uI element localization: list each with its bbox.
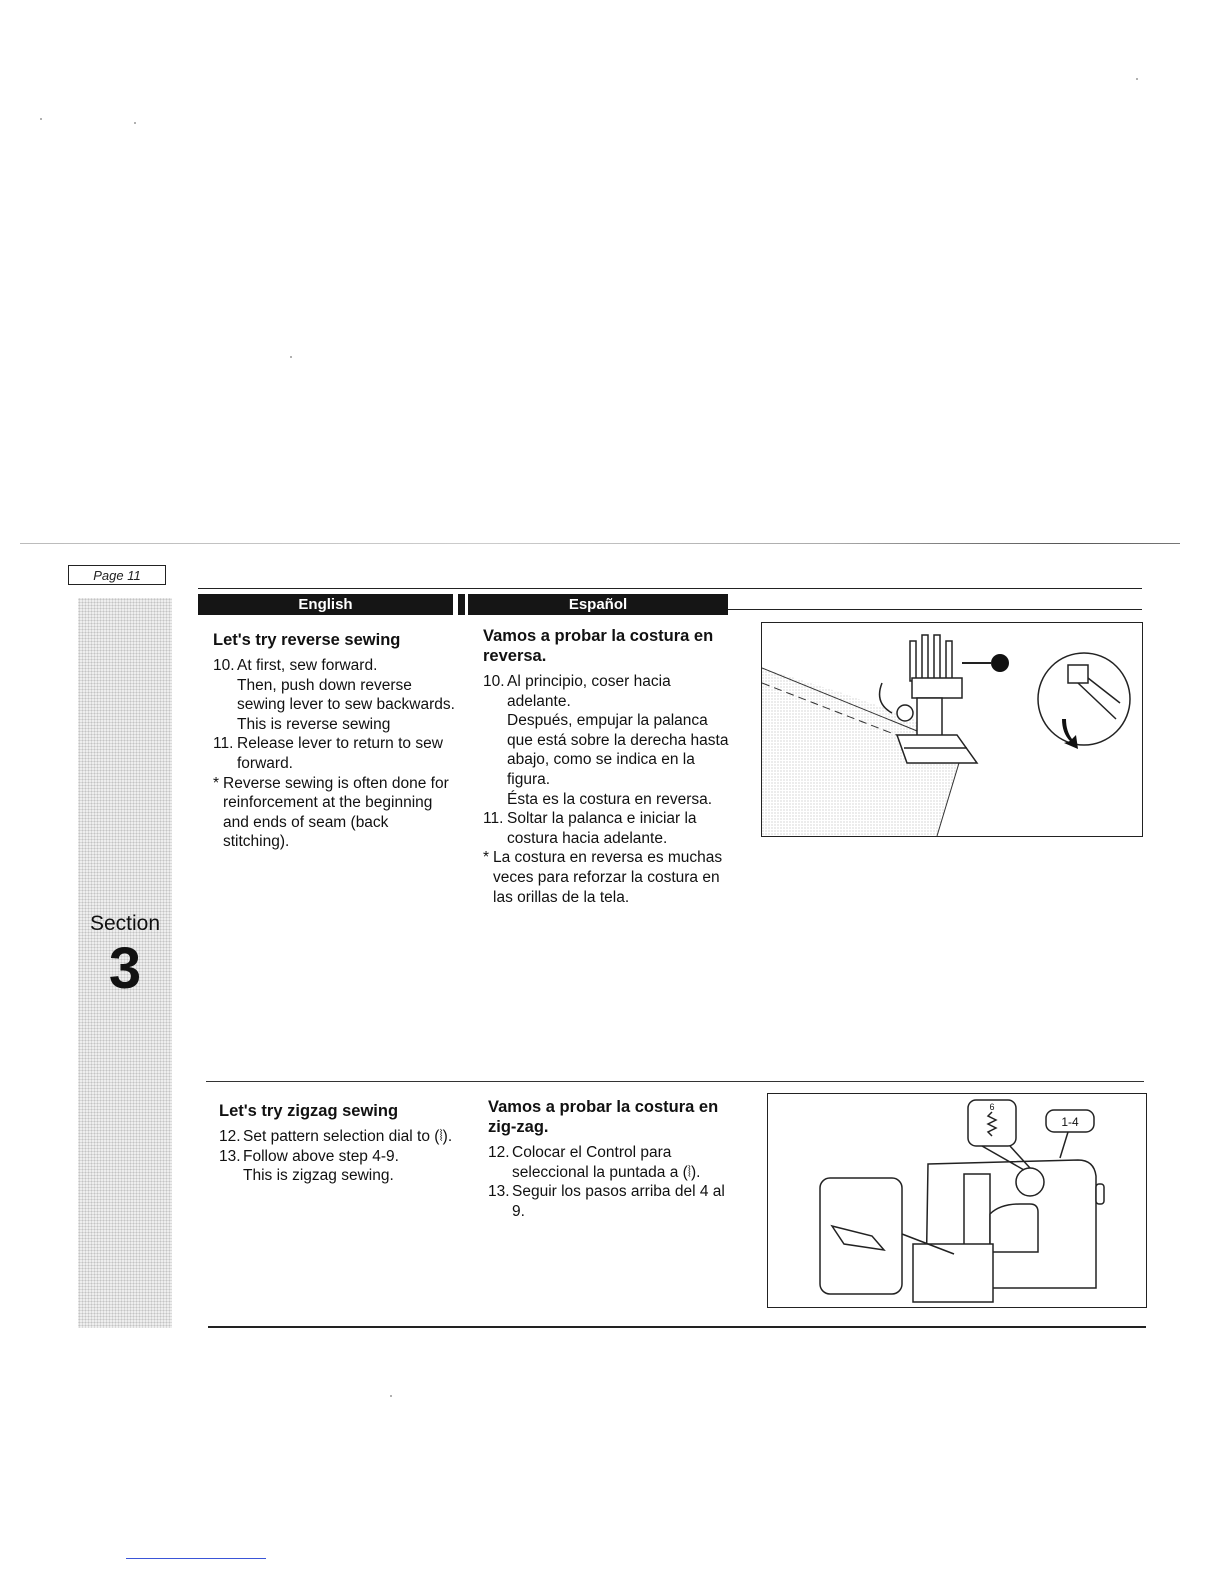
presser-foot-illustration [762,623,1142,836]
header-english: English [198,594,453,615]
zigzag-english-column [219,1101,464,1186]
list-item [219,1147,464,1186]
step-number: 10. [213,657,235,674]
top-rule [198,588,1142,589]
step-text: At first, sew forward. [237,657,378,674]
zigzag-spanish-column [488,1097,734,1221]
reverse-sewing-figure [761,622,1143,837]
step-text: Seguir los pasos arriba del 4 al 9. [512,1183,725,1220]
scan-speck [1136,78,1138,80]
step-number: 11. [213,735,234,753]
scan-speck [290,356,292,358]
bottom-rule [208,1326,1146,1328]
step-text: This is zigzag sewing. [243,1167,394,1185]
sewing-machine-illustration [768,1094,1146,1307]
list-item [213,656,458,734]
section-number: 3 [108,936,142,1001]
step-text: Then, push down reverse sewing lever to sew backwards. [237,676,455,714]
note-text: La costura en reversa es muchas veces para reforzar la costura en las orillas de la tela. [493,849,723,906]
machine-base [913,1244,993,1302]
list-item [483,809,729,848]
zigzag-figure [767,1093,1147,1308]
list-item [483,672,729,809]
scan-line [20,543,1180,544]
knob [991,654,1009,672]
header-spanish: Español [468,594,728,615]
reverse-spanish-title: Vamos a probar la costura en reversa. [483,627,714,665]
dial-number: 6 [989,1102,995,1112]
step-number: 11. [483,810,504,828]
scan-speck [134,122,136,124]
step-number: 13. [488,1183,510,1201]
note: * Reverse sewing is often done for reinforcement at the beginning and ends of seam (back stitching). [213,774,458,852]
reverse-spanish-column [483,626,729,907]
step-number: 13. [219,1147,241,1165]
note-text: Reverse sewing is often done for reinforcement at the beginning and ends of seam (back stitching). [223,774,449,851]
mid-rule [206,1081,1144,1082]
step-text: Al principio, coser hacia adelante. [507,673,671,710]
zigzag-spanish-title: Vamos a probar la costura en zig-zag. [488,1098,719,1136]
list-item [488,1143,734,1182]
step-text: Follow above step 4-9. [243,1147,399,1165]
step-text: Colocar el Control para seleccional la puntada a (⦚). [512,1144,701,1181]
callout-label: 1-4 [1061,1115,1079,1129]
step-text: Después, empujar la palanca que está sobre la derecha hasta abajo, como se indica en la figura. [507,712,729,788]
page-label: Page 11 [68,565,166,585]
list-item [213,734,458,773]
dial-highlight-circle [1016,1168,1044,1196]
section-label: Section [89,912,161,935]
list-item [488,1182,734,1221]
step-number: 12. [488,1144,510,1161]
step-text: Release lever to return to sew forward. [237,735,443,772]
step-number: 10. [483,673,505,690]
step-number: 12. [219,1128,241,1145]
link-underline [126,1558,266,1559]
step-text: Ésta es la costura en reversa. [507,790,713,808]
scan-speck [390,1395,392,1397]
step-text: Set pattern selection dial to (⦚). [243,1128,453,1145]
list-item [219,1127,464,1147]
header-rule [728,609,1142,610]
scan-speck [40,118,42,120]
reverse-english-title: Let's try reverse sewing [213,631,401,649]
step-text: Soltar la palanca e iniciar la costura hacia adelante. [507,810,697,847]
zigzag-english-title: Let's try zigzag sewing [219,1102,399,1120]
reverse-english-column [213,630,458,852]
header-separator-bar [458,594,465,615]
step-text: This is reverse sewing [237,715,391,733]
note: * La costura en reversa es muchas veces para reforzar la costura en las orillas de la tela. [483,848,729,907]
